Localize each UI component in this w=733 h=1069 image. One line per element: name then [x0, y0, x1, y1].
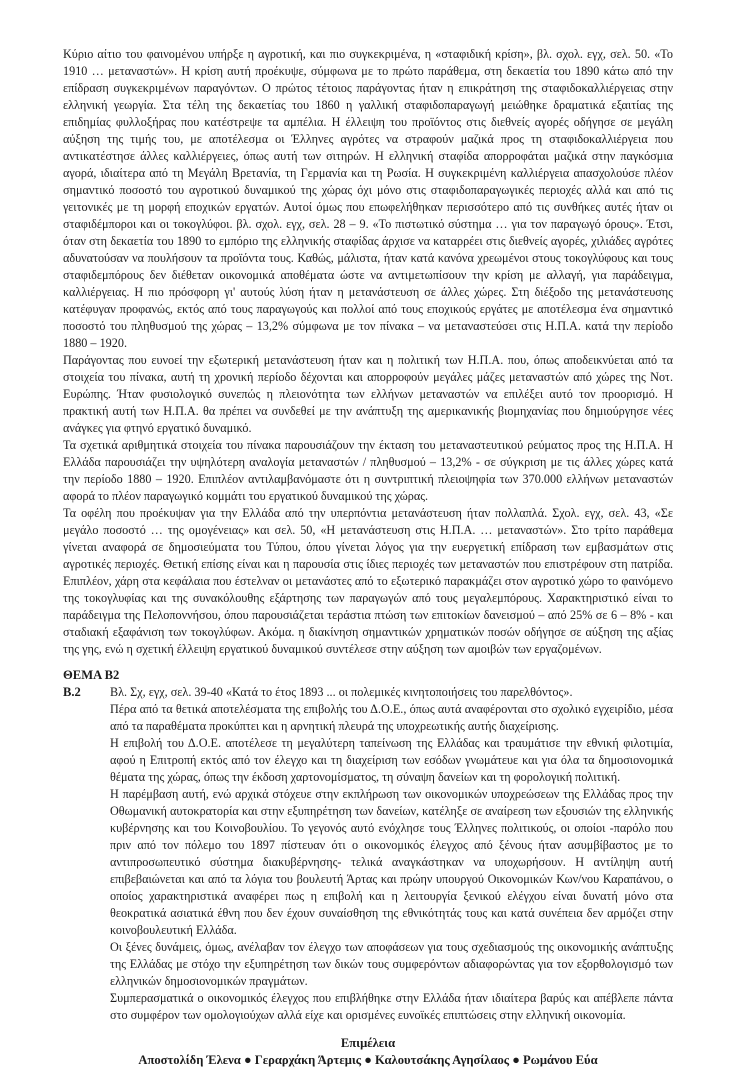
question-label-b2: Β.2 — [63, 685, 81, 699]
text-block — [63, 46, 673, 1069]
section-b2-answer — [63, 684, 673, 1024]
section-b2-body — [110, 684, 673, 1024]
paragraph: Τα σχετικά αριθμητικά στοιχεία του πίνακα παρουσιάζουν την έκταση του μεταναστευτικού ρεύματος προς της Η.Π.Α. Η Ελλάδα παρουσιάζει την υψηλότερη αναλογία μεταναστών / πληθυσμού – 13,2% - σε σύγκριση με τις άλλες χώρες κατά την περίοδο 1880 – 1920. Επιπλέον αντιλαμβανόμαστε ότι η συντριπτική πλειοψηφία των 370.000 ελλήνων μεταναστών αφορά το πλέον παραγωγικό κομμάτι του εργατικού δυναμικού της χώρας. — [63, 438, 673, 503]
paragraph: Παράγοντας που ευνοεί την εξωτερική μετανάστευση ήταν και η πολιτική των Η.Π.Α. που, όπως αποδεικνύεται από τα στοιχεία του πίνακα, αυτή τη χρονική περίοδο δέχονται και απορροφούν μεγάλες μάζες μεταναστών από χώρες της Νοτ. Ευρώπης. Ήταν φυσιολογικό συνεπώς η πλειονότητα των ελλήνων μεταναστών να επιλέξει αυτό τον προορισμό. Η πρακτική αυτή των Η.Π.Α. θα πρέπει να συνδεθεί με την ανάπτυξη της αμερικανικής βιομηχανίας που δημιούργησε νέες ανάγκες για φτηνό εργατικό δυναμικό. — [63, 353, 673, 435]
credits-names: Αποστολίδη Έλενα ● Γεραρχάκη Άρτεμις ● Καλουτσάκης Αγησίλαος ● Ρωμάνου Εύα — [138, 1053, 598, 1067]
paragraph: Η παρέμβαση αυτή, ενώ αρχικά στόχευε στην εκπλήρωση των οικονομικών υποχρεώσεων της Ελλάδας προς την Οθωμανική αυτοκρατορία και στην εξυπηρέτηση των δανείων, κατέληξε σε αναίρεση των εξουσιών της ελληνικής κυβέρνησης και του Κοινοβουλίου. Το γεγονός αυτό ενόχλησε τους Έλληνες πολιτικούς, οι οποίοι -παρόλο που πριν από τον πόλεμο του 1897 πίστευαν ότι ο οικονομικός έλεγχος από ξένους ήταν ασυμβίβαστος με το αντιπροσωπευτικό σύστημα διακυβέρνησης- τελικά αναγκάστηκαν να υποχωρήσουν. Η αντίληψη αυτή επιβεβαιώνεται και από τα λόγια του βουλευτή Άρτας και πρώην υπουργού Οικονομικών Κων/νου Καραπάνου, ο οποίος χαρακτηριστικά αναφέρει πως η επιβολή και η λειτουργία ξενικού ελέγχου είναι δυνατή μόνο στα θεοκρατικά ασιατικά έθνη που δεν έχουν συναίσθηση της εθνικότητάς τους και κατά συνέπεια δεν αρμόζει στην κοινοβουλευτική Ελλάδα. — [110, 787, 673, 937]
section-b1-answer — [63, 46, 673, 658]
paragraph: Πέρα από τα θετικά αποτελέσματα της επιβολής του Δ.Ο.Ε., όπως αυτά αναφέρονται στο σχολικό εγχειρίδιο, μέσα από τα παραθέματα προκύπτει και η αρνητική πλευρά της υποχρεωτικής αυτής διαχείρισης. — [110, 702, 673, 733]
section-heading-b2: ΘΕΜΑ Β2 — [63, 668, 120, 682]
paragraph: Η επιβολή του Δ.Ο.Ε. αποτέλεσε τη μεγαλύτερη ταπείνωση της Ελλάδας και τραυμάτισε την εθνική φιλοτιμία, αφού η Επιτροπή εκτός από τον έλεγχο και τη διαχείριση των εσόδων γνωμάτευε και για όλα τα δημοσιονομικά θέματα της χώρας, όπως την έκδοση χαρτονομίσματος, τη σύναψη δανείων και τη φορολογική πολιτική. — [110, 736, 673, 784]
credits-heading: Επιμέλεια — [340, 1036, 396, 1050]
paragraph: Τα οφέλη που προέκυψαν για την Ελλάδα από την υπερπόντια μετανάστευση ήταν πολλαπλά. Σχολ. εγχ, σελ. 43, «Σε μεγάλο ποσοστό … της ομογένειας» και σελ. 50, «Η μετανάστευση στις Η.Π.Α. … μεταναστών». Στο τρίτο παράθεμα γίνεται αναφορά σε δημοσιεύματα του Τύπου, όπου γίνεται λόγος για την ευεργετική επίδραση των εμβασμάτων στις αγροτικές περιοχές. Θετική επίσης είναι και η παρουσία στις ίδιες περιοχές των μεταναστών που επιστρέφουν στη πατρίδα. Επιπλέον, χάρη στα κεφάλαια που έστελναν οι μετανάστες από το εξωτερικό παρακμάζει στον αγροτικό χώρο το φαινόμενο της τοκογλυφίας και της συνακόλουθης εξάρτησης των παραγωγών από τους μεγαλεμπόρους. Χαρακτηριστικό είναι το παράδειγμα της Πελοποννήσου, όπου παρουσιάζεται τεράστια πτώση των επιτοκίων δανεισμού – από 25% σε 6 – 8% - και σταδιακή εξαφάνιση των τοκογλύφων. Ακόμα. η διακίνηση σημαντικών χρηματικών ποσών οδήγησε σε αύξηση της αξίας της γης, ενώ η σχετική έλλειψη εργατικού δυναμικού συντέλεσε στην αύξηση των αμοιβών των εργαζομένων. — [63, 506, 673, 656]
b2-reference-line: Βλ. Σχ, εγχ, σελ. 39-40 «Κατά το έτος 1893 ... οι πολεμικές κινητοποιήσεις του παρελθόντος». — [110, 685, 573, 699]
paragraph: Οι ξένες δυνάμεις, όμως, ανέλαβαν τον έλεγχο των αποφάσεων για τους σχεδιασμούς της οικονομικής ανάπτυξης της Ελλάδας με στόχο την εξυπηρέτηση των δικών τους συμφερόντων αδιαφορώντας για τον εξορθολογισμό των ελληνικών δημοσιονομικών πραγμάτων. — [110, 940, 673, 988]
paragraph: Κύριο αίτιο του φαινομένου υπήρξε η αγροτική, και πιο συγκεκριμένα, η «σταφιδική κρίση», βλ. σχολ. εγχ, σελ. 50. «Το 1910 … μεταναστών». Η κρίση αυτή προέκυψε, σύμφωνα με το πρώτο παράθεμα, στη δεκαετία του 1890 κάτω από την επίδραση συγκεκριμένων παραγόντων. Ο πρώτος τέτοιος παράγοντας ήταν η επικράτηση της σταφιδοκαλλιέργειας στην ελληνική γεωργία. Στα τέλη της δεκαετίας του 1860 η γαλλική σταφιδοπαραγωγή μειώθηκε δραματικά εξαιτίας της επιδημίας φυλλοξήρας που κατέστρεψε τα αμπέλια. Η έλλειψη του προϊόντος στις διεθνείς αγορές οδήγησε σε μεγάλη αύξηση της τιμής του, με αποτέλεσμα οι Έλληνες αγρότες να στραφούν μαζικά προς τη σταφιδοκαλλιέργεια που αντικατέστησε άλλες καλλιέργειες, όπως αυτή των σιτηρών. Η ελληνική σταφίδα απορροφάται μαζικά στην παγκόσμια αγορά, ιδιαίτερα από τη Μεγάλη Βρετανία, τη Γερμανία και τη Ρωσία. Η συγκεκριμένη καλλιέργεια απασχολούσε πλέον σημαντικό ποσοστό του αγροτικού δυναμικού της χώρας όχι μόνο στις σταφιδοπαραγωγικές περιοχές αλλά και από τις γειτονικές με τη μορφή εποχικών εργατών. Αυτοί όμως που επωφελήθηκαν περισσότερο από τις συνθήκες αυτές ήταν οι σταφιδέμποροι και οι τοκογλύφοι. βλ. σχολ. εγχ, σελ. 28 – 9. «Το πιστωτικό σύστημα … για τον παραγωγό όρους». Έτσι, όταν στη δεκαετία του 1890 το εμπόριο της ελληνικής σταφίδας άρχισε να καταρρέει στις διεθνείς αγορές, χιλιάδες αγρότες αδυνατούσαν να πουλήσουν τα προϊόντα τους. Καθώς, μάλιστα, ήταν κατά κανόνα χρεωμένοι στους τοκογλύφους και τους σταφιδεμπόρους δεν διέθεταν οικονομικά αποθέματα ώστε να αντιμετωπίσουν την κρίση με αλλαγή, για παράδειγμα, καλλιέργειας. Η πιο πρόσφορη γι' αυτούς λύση ήταν η μετανάστευση σε άλλες χώρες. Στη διέξοδο της μετανάστευσης κατέφυγαν προφανώς, εκτός από τους παραγωγούς και πολλοί από τους εποχικούς εργάτες με αποτέλεσμα ένα σημαντικό ποσοστό του πληθυσμού της χώρας – 13,2% σύμφωνα με τον πίνακα – να μεταναστεύσει στις Η.Π.Α. κατά την περίοδο 1880 – 1920. — [63, 47, 673, 350]
credits-block — [63, 1035, 673, 1069]
paragraph: Συμπερασματικά ο οικονομικός έλεγχος που επιβλήθηκε στην Ελλάδα ήταν ιδιαίτερα βαρύς και απέβλεπε πάντα στο συμφέρον των ομολογιούχων αλλά είχε και ορισμένες ευνοϊκές επιπτώσεις στην ελληνική οικονομία. — [110, 991, 673, 1022]
